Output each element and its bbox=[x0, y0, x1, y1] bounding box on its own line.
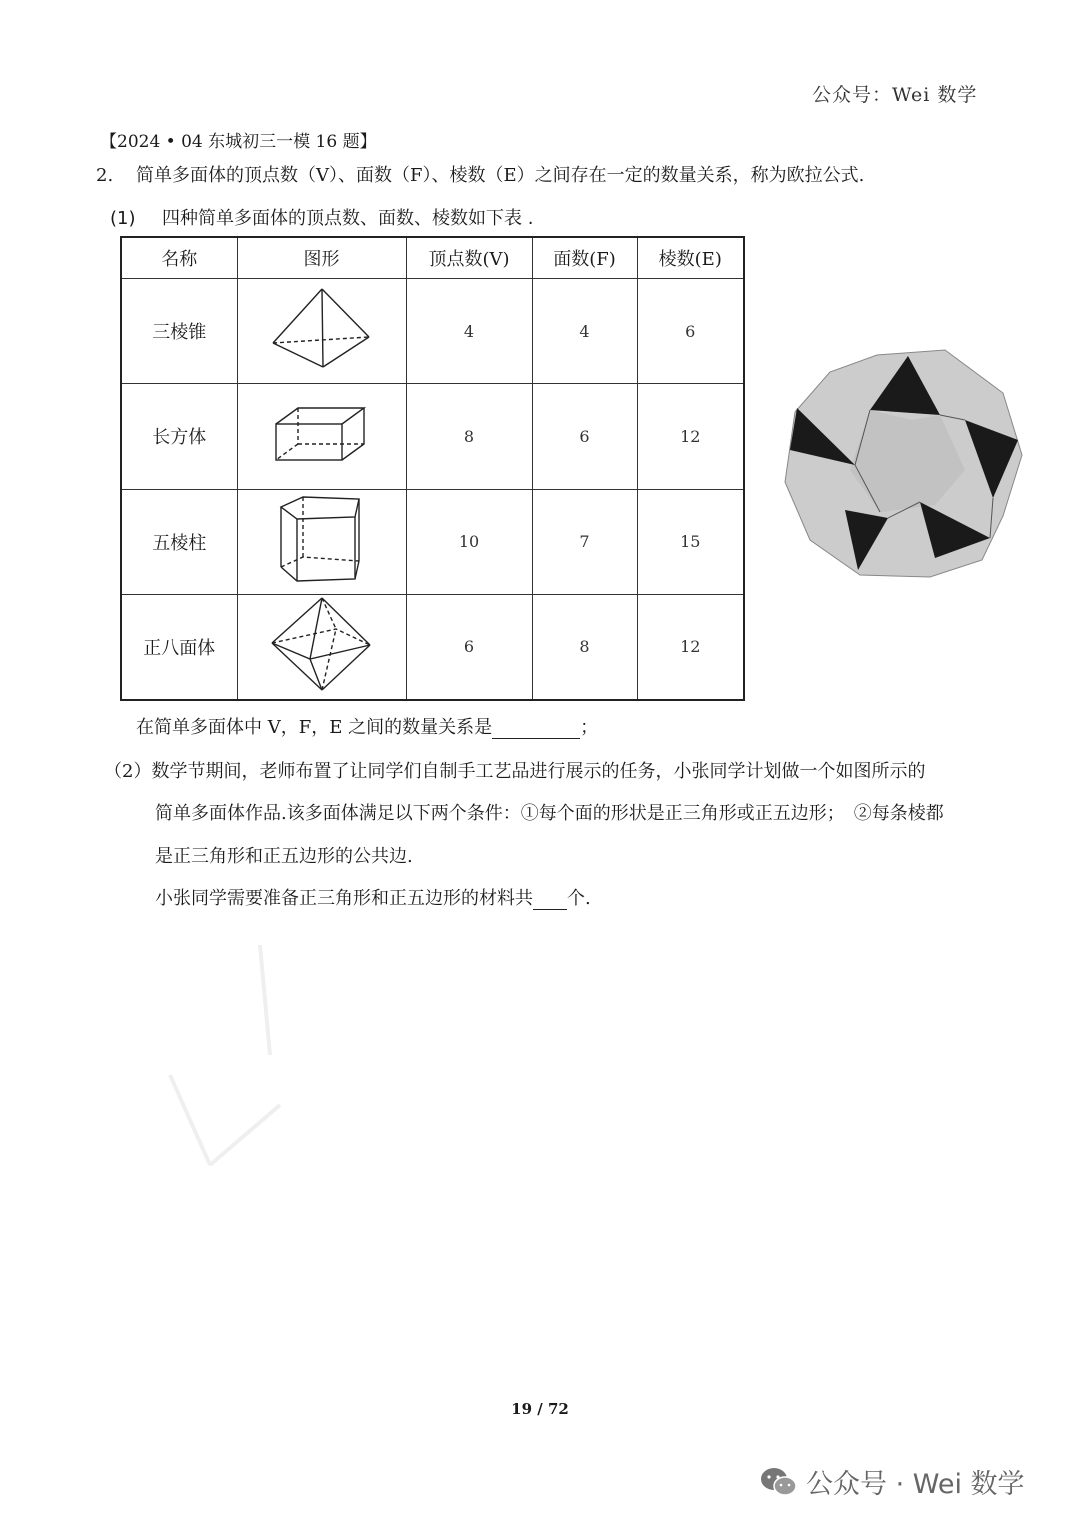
header-cell-vertices: 顶点数(V) bbox=[406, 237, 532, 279]
polyhedra-table bbox=[120, 236, 745, 701]
polyhedron-name: 五棱柱 bbox=[121, 489, 237, 594]
vertex-count: 4 bbox=[406, 279, 532, 384]
header-cell-edges: 棱数(E) bbox=[637, 237, 744, 279]
face-count: 4 bbox=[532, 279, 637, 384]
polyhedron-name: 长方体 bbox=[121, 384, 237, 489]
header-cell-name: 名称 bbox=[121, 237, 237, 279]
part1-answer-prefix: 在简单多面体中 V，F，E 之间的数量关系是 bbox=[136, 717, 493, 738]
header-cell-faces: 面数(F) bbox=[532, 237, 637, 279]
part1-answer-suffix: ； bbox=[580, 717, 599, 738]
figure-cell bbox=[237, 489, 406, 594]
cuboid-figure bbox=[272, 404, 372, 464]
part1-intro: 四种简单多面体的顶点数、面数、棱数如下表 . bbox=[162, 208, 534, 229]
wechat-icon bbox=[760, 1466, 798, 1498]
part2-line2: 简单多面体作品.该多面体满足以下两个条件：①每个面的形状是正三角形或正五边形； ②每条棱都 bbox=[155, 803, 944, 824]
part1-intro-line bbox=[110, 204, 533, 230]
figure-cell bbox=[237, 384, 406, 489]
part2-line4 bbox=[155, 884, 591, 910]
part2-answer-blank[interactable] bbox=[533, 889, 567, 910]
watermark-text: 公众号 · Wei 数学 bbox=[806, 1469, 1025, 1500]
vertex-count: 8 bbox=[406, 384, 532, 489]
page-number: 19 / 72 bbox=[511, 1400, 569, 1418]
vertex-count: 6 bbox=[406, 594, 532, 700]
pentagonal-prism-figure bbox=[277, 493, 367, 585]
part2-answer-suffix: 个. bbox=[567, 888, 591, 909]
table-row bbox=[121, 594, 744, 700]
face-count: 7 bbox=[532, 489, 637, 594]
wechat-watermark bbox=[760, 1462, 1025, 1501]
part1-label: (1) bbox=[110, 208, 136, 229]
vertex-count: 10 bbox=[406, 489, 532, 594]
part2-line1: （2）数学节期间，老师布置了让同学们自制手工艺品进行展示的任务，小张同学计划做一个如图所示的 bbox=[104, 761, 926, 782]
edge-count: 15 bbox=[637, 489, 744, 594]
icosidodecahedron-figure bbox=[778, 348, 1028, 584]
part1-answer-line bbox=[136, 713, 598, 739]
table-header-row bbox=[121, 237, 744, 279]
part1-answer-blank[interactable] bbox=[492, 718, 580, 739]
table-row bbox=[121, 384, 744, 489]
faint-bleedthrough-sketch bbox=[150, 935, 380, 1175]
face-count: 6 bbox=[532, 384, 637, 489]
edge-count: 6 bbox=[637, 279, 744, 384]
header-cell-figure: 图形 bbox=[237, 237, 406, 279]
question-stem-line bbox=[96, 161, 864, 187]
question-stem: 简单多面体的顶点数（V）、面数（F）、棱数（E）之间存在一定的数量关系，称为欧拉公式. bbox=[136, 165, 865, 186]
polyhedron-name: 三棱锥 bbox=[121, 279, 237, 384]
figure-cell bbox=[237, 279, 406, 384]
edge-count: 12 bbox=[637, 594, 744, 700]
question-number: 2. bbox=[96, 165, 114, 186]
triangular-pyramid-figure bbox=[267, 285, 377, 373]
table-row bbox=[121, 489, 744, 594]
figure-cell bbox=[237, 594, 406, 700]
polyhedron-name: 正八面体 bbox=[121, 594, 237, 700]
table-row bbox=[121, 279, 744, 384]
question-source: 【2024 • 04 东城初三一模 16 题】 bbox=[100, 132, 377, 152]
part2-answer-prefix: 小张同学需要准备正三角形和正五边形的材料共 bbox=[155, 888, 533, 909]
octahedron-figure bbox=[270, 595, 374, 693]
edge-count: 12 bbox=[637, 384, 744, 489]
header-brand: 公众号：Wei 数学 bbox=[812, 84, 978, 106]
part2-line3: 是正三角形和正五边形的公共边. bbox=[155, 846, 413, 867]
face-count: 8 bbox=[532, 594, 637, 700]
